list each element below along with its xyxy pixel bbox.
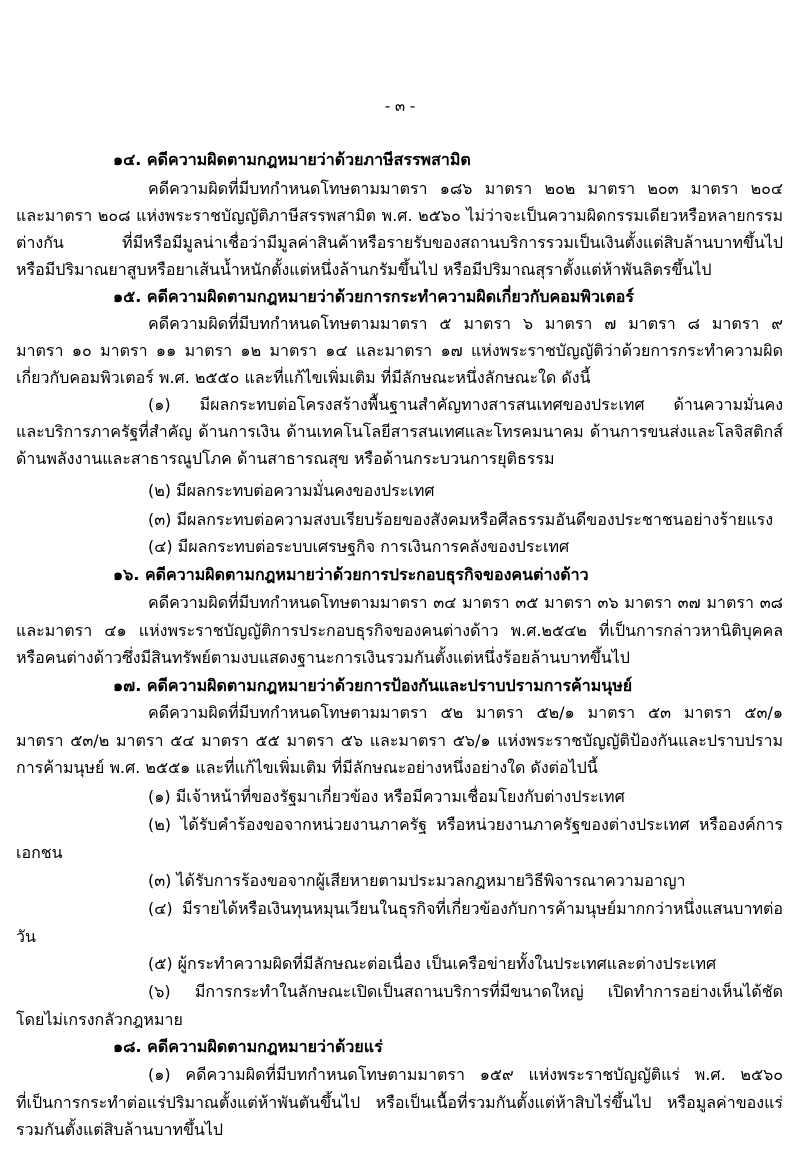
list-item: (๑) มีเจ้าหน้าที่ของรัฐมาเกี่ยวข้อง หรือมีความเชื่อมโยงกับต่างประเทศ [148,787,625,806]
paragraph-line: และมาตรา ๒๐๘ แห่งพระราชบัญญัติภาษีสรรพสามิต พ.ศ. ๒๕๖๐ ไม่ว่าจะเป็นความผิดกรรมเดียวหรือหลายกรรม [16,206,783,225]
list-item: (๓) มีผลกระทบต่อความสงบเรียบร้อยของสังคมหรือศีลธรรมอันดีของประชาชนอย่างร้ายแรง [148,510,774,529]
paragraph-line: และบริการภาครัฐที่สำคัญ ด้านการเงิน ด้านเทคโนโลยีสารสนเทศและโทรคมนาคม ด้านการขนส่งและโลจิสติกส์ [16,422,783,441]
list-item: (๒) มีผลกระทบต่อความมั่นคงของประเทศ [148,481,435,500]
paragraph-line: (๑) คดีความผิดที่มีบทกำหนดโทษตามมาตรา ๑๕๙ แห่งพระราชบัญญัติแร่ พ.ศ. ๒๕๖๐ [148,1065,783,1084]
paragraph-line: การค้ามนุษย์ พ.ศ. ๒๕๕๑ และที่แก้ไขเพิ่มเติม ที่มีลักษณะอย่างหนึ่งอย่างใด ดังต่อไปนี้ [16,758,598,777]
paragraph-line: คดีความผิดที่มีบทกำหนดโทษตามมาตรา ๕ มาตรา ๖ มาตรา ๗ มาตรา ๘ มาตรา ๙ [148,314,783,333]
paragraph-line: มาตรา ๕๓/๒ มาตรา ๕๔ มาตรา ๕๕ มาตรา ๕๖ และมาตรา ๕๖/๑ แห่งพระราชบัญญัติป้องกันและปราบปราม [16,731,784,750]
paragraph-line: มาตรา ๑๐ มาตรา ๑๑ มาตรา ๑๒ มาตรา ๑๔ และมาตรา ๑๗ แห่งพระราชบัญญัติว่าด้วยการกระทำความผิด [16,341,783,360]
paragraph-line: (๒) ได้รับคำร้องขอจากหน่วยงานภาครัฐ หรือหน่วยงานภาครัฐของต่างประเทศ หรือองค์การ [148,815,783,834]
page-number: - ๓ - [384,97,416,115]
paragraph-line: เกี่ยวกับคอมพิวเตอร์ พ.ศ. ๒๕๕๐ และที่แก้ไขเพิ่มเติม ที่มีลักษณะหนึ่งลักษณะใด ดังนี้ [16,368,591,387]
paragraph-line: เอกชน [16,843,63,862]
section-heading: ๑๗. คดีความผิดตามกฎหมายว่าด้วยการป้องกันและปราบปรามการค้ามนุษย์ [113,676,633,695]
section-heading: ๑๘. คดีความผิดตามกฎหมายว่าด้วยแร่ [113,1037,383,1056]
paragraph-line: ที่เป็นการกระทำต่อแร่ปริมาณตั้งแต่ห้าพันตันขึ้นไป หรือเป็นเนื้อที่รวมกันตั้งแต่ห้าสิบไร่ขึ้นไป หรือมูลค่าของแร่ [16,1093,783,1112]
paragraph-line: (๑) มีผลกระทบต่อโครงสร้างพื้นฐานสำคัญทางสารสนเทศของประเทศ ด้านความมั่นคง [148,395,783,414]
paragraph-line: โดยไม่เกรงกลัวกฎหมาย [16,1010,183,1029]
section-heading: ๑๔. คดีความผิดตามกฎหมายว่าด้วยภาษีสรรพสามิต [113,150,471,169]
paragraph-line: ด้านพลังงานและสาธารณูปโภค ด้านสาธารณสุข หรือด้านกระบวนการยุติธรรม [16,449,555,468]
paragraph-line: วัน [16,927,36,946]
paragraph-line: (๖) มีการกระทำในลักษณะเปิดเป็นสถานบริการที่มีขนาดใหญ่ เปิดทำการอย่างเห็นได้ชัด [148,982,783,1001]
paragraph-line: ต่างกัน ที่มีหรือมีมูลน่าเชื่อว่ามีมูลค่าสินค้าหรือรายรับของสถานบริการรวมเป็นเงินตั้งแต่สิบล้านบาทขึ้นไป [16,233,783,252]
list-item: (๓) ได้รับการร้องขอจากผู้เสียหายตามประมวลกฎหมายวิธีพิจารณาความอาญา [148,871,686,890]
paragraph-line: หรือมีปริมาณยาสูบหรือยาเส้นน้ำหนักตั้งแต่หนึ่งล้านกรัมขึ้นไป หรือมีปริมาณสุราตั้งแต่ห้าพันลิตรขึ้นไป [16,260,712,279]
section-heading: ๑๕. คดีความผิดตามกฎหมายว่าด้วยการกระทำความผิดเกี่ยวกับคอมพิวเตอร์ [113,287,634,306]
paragraph-line: คดีความผิดที่มีบทกำหนดโทษตามมาตรา ๑๘๖ มาตรา ๒๐๒ มาตรา ๒๐๓ มาตรา ๒๐๔ [148,179,783,198]
section-heading: ๑๖. คดีความผิดตามกฎหมายว่าด้วยการประกอบธุรกิจของคนต่างด้าว [113,565,589,584]
paragraph-line: หรือคนต่างด้าวซึ่งมีสินทรัพย์ตามงบแสดงฐานะการเงินรวมกันตั้งแต่หนึ่งร้อยล้านบาทขึ้นไป [16,648,630,667]
paragraph-line: คดีความผิดที่มีบทกำหนดโทษตามมาตรา ๕๒ มาตรา ๕๒/๑ มาตรา ๕๓ มาตรา ๕๓/๑ [148,703,783,722]
paragraph-line: (๔) มีรายได้หรือเงินทุนหมุนเวียนในธุรกิจที่เกี่ยวข้องกับการค้ามนุษย์มากกว่าหนึ่งแสนบาทต่อ [148,899,783,918]
list-item: (๕) ผู้กระทำความผิดที่มีลักษณะต่อเนื่อง เป็นเครือข่ายทั้งในประเทศและต่างประเทศ [148,954,717,973]
paragraph-line: และมาตรา ๔๑ แห่งพระราชบัญญัติการประกอบธุรกิจของคนต่างด้าว พ.ศ.๒๕๔๒ ที่เป็นการกล่าวหานิติบุคคล [16,621,783,640]
paragraph-line: คดีความผิดที่มีบทกำหนดโทษตามมาตรา ๓๔ มาตรา ๓๕ มาตรา ๓๖ มาตรา ๓๗ มาตรา ๓๘ [148,593,783,612]
paragraph-line: รวมกันตั้งแต่สิบล้านบาทขึ้นไป [16,1120,224,1139]
list-item: (๔) มีผลกระทบต่อระบบเศรษฐกิจ การเงินการคลังของประเทศ [148,537,570,556]
